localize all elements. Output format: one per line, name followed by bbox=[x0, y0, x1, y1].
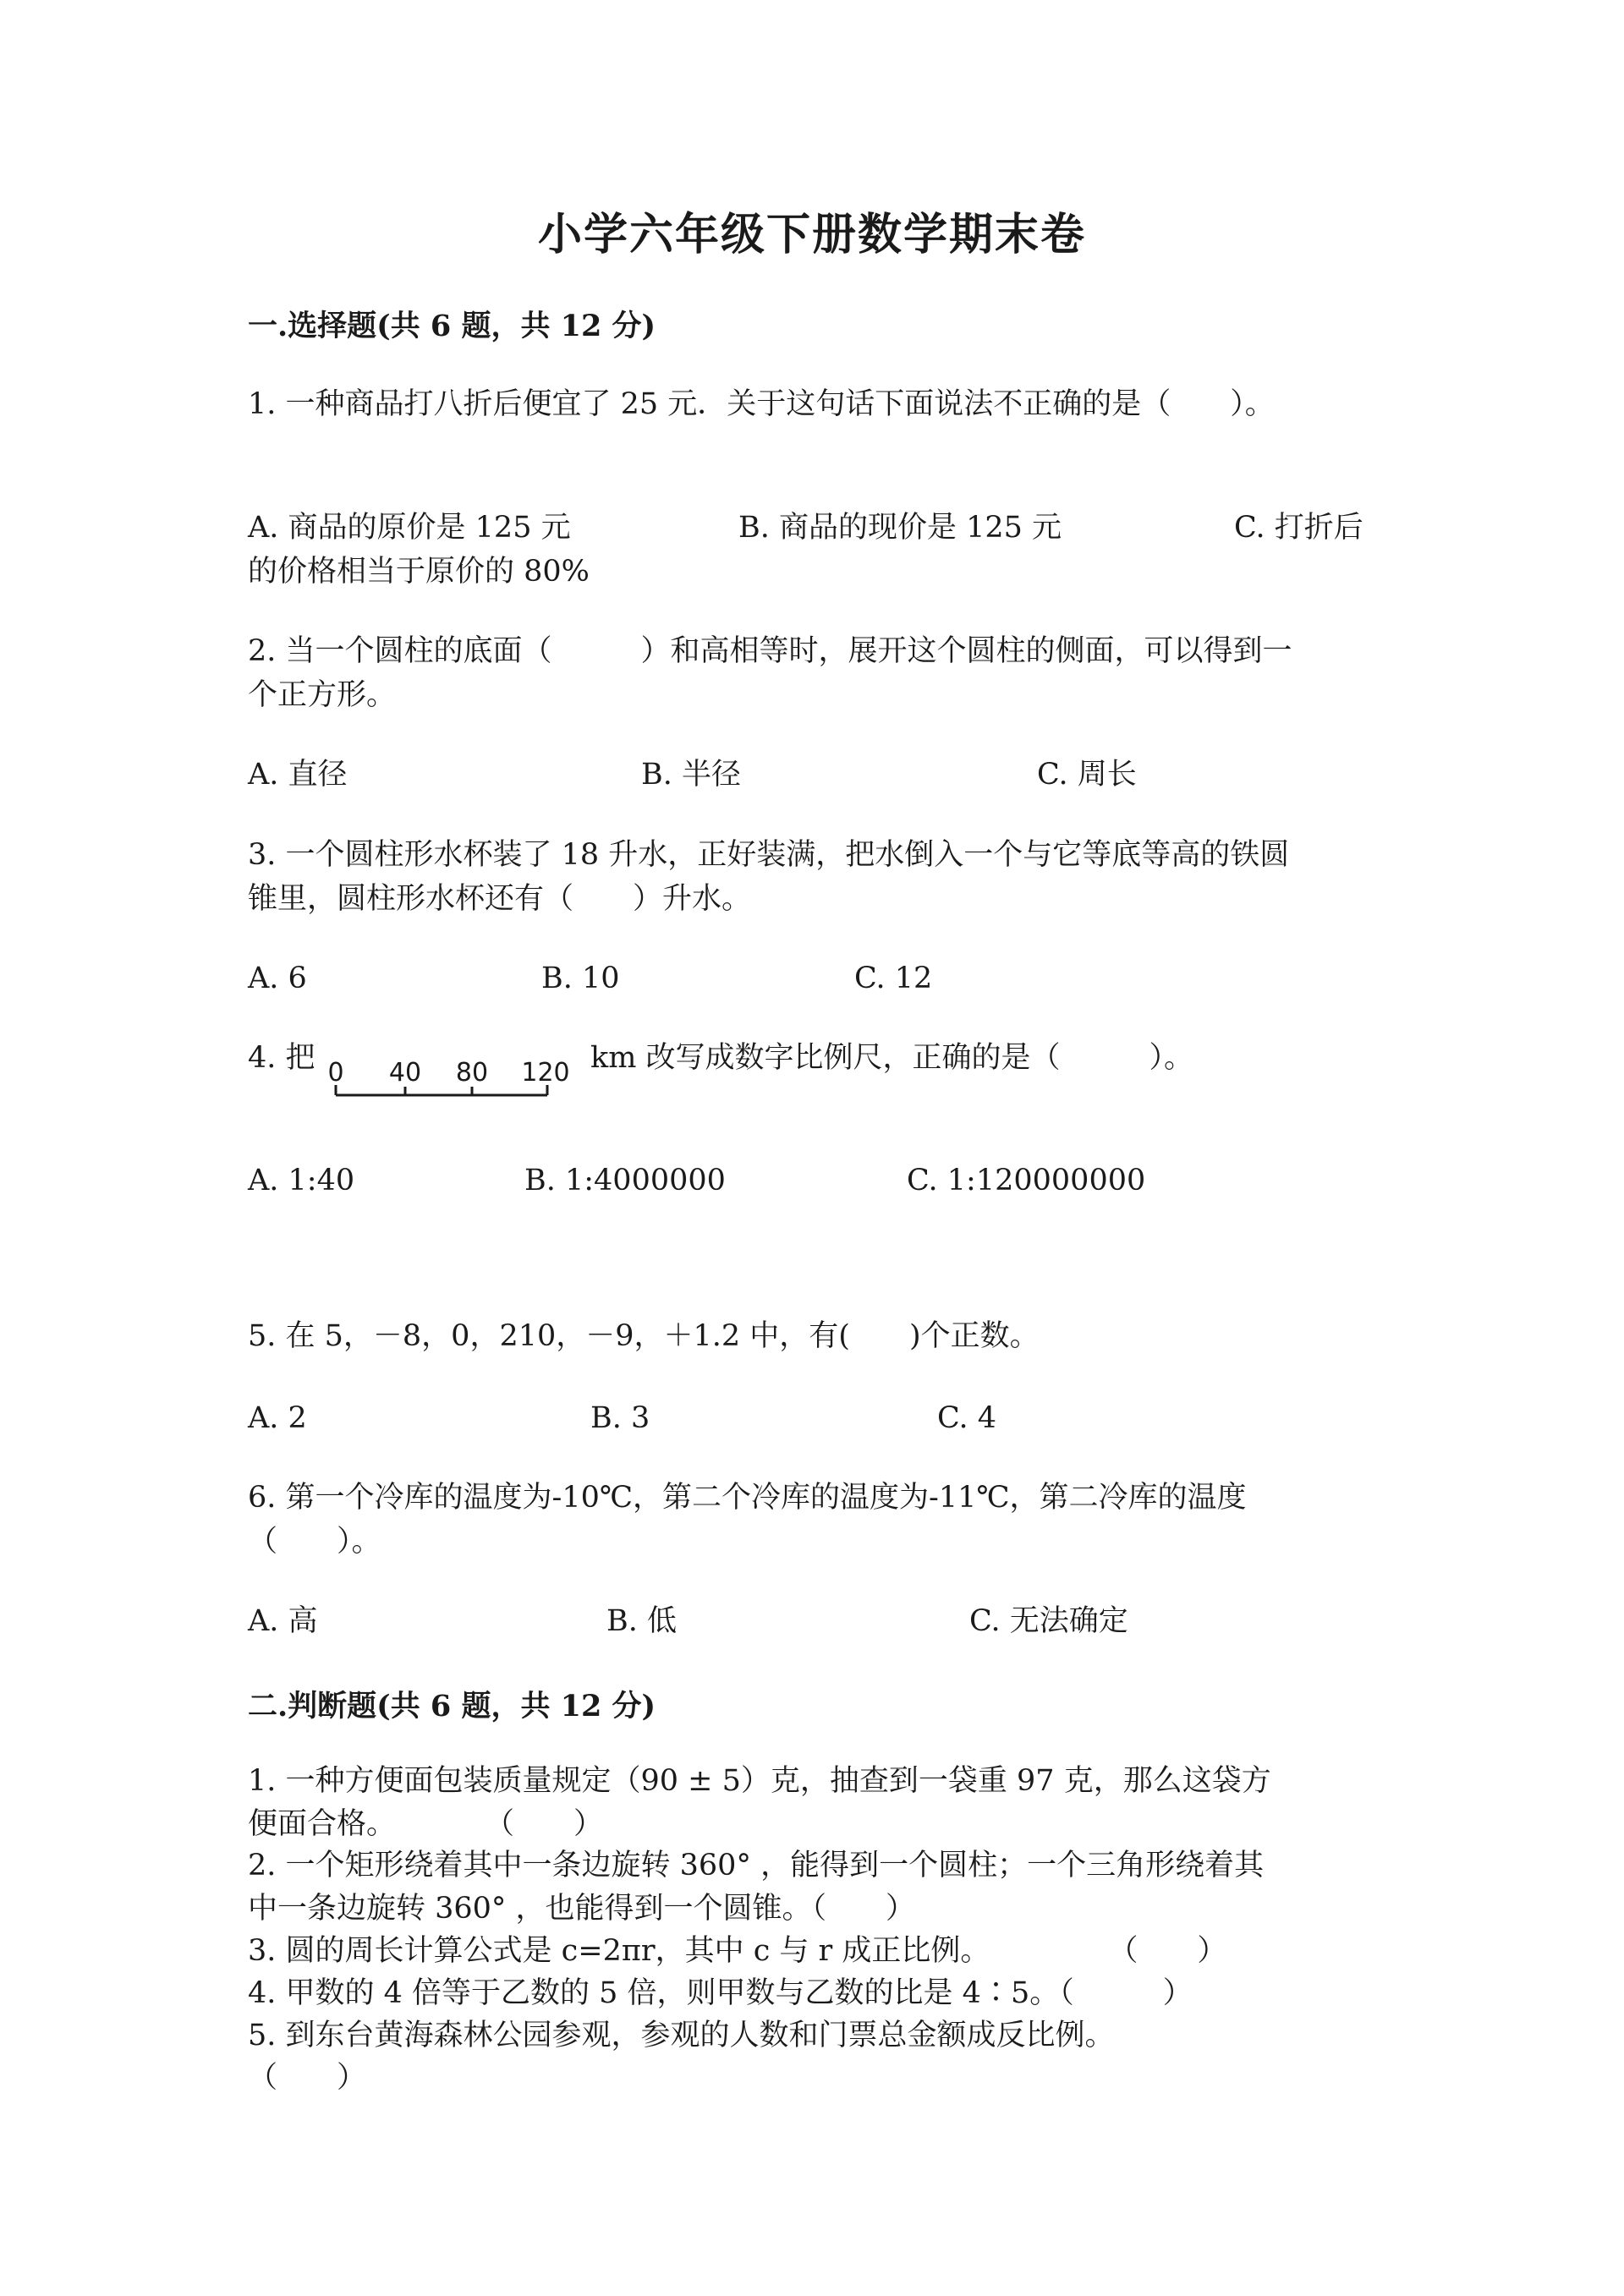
line-scale-figure bbox=[326, 1053, 579, 1115]
judgement-3: 3. 圆的周长计算公式是 c=2πr，其中 c 与 r 成正比例。 （ ） bbox=[248, 1934, 1227, 1968]
question-3-option-b: B. 10 bbox=[541, 962, 620, 995]
judgement-5-line-2: （ ） bbox=[248, 2061, 367, 2095]
section-heading-judgement: 二.判断题(共 6 题，共 12 分) bbox=[248, 1689, 656, 1723]
question-4-option-b: B. 1:4000000 bbox=[524, 1164, 726, 1197]
judgement-1-line-1: 1. 一种方便面包装质量规定（90 ± 5）克，抽查到一袋重 97 克，那么这袋方 bbox=[248, 1764, 1271, 1798]
judgement-2-line-2: 中一条边旋转 360° ，也能得到一个圆锥。（ ） bbox=[248, 1892, 916, 1926]
question-4-option-a: A. 1:40 bbox=[248, 1164, 355, 1197]
question-5-text: 5. 在 5，－8，0，210，－9，＋1.2 中，有( )个正数。 bbox=[248, 1319, 1040, 1353]
question-5-option-c: C. 4 bbox=[937, 1401, 997, 1435]
scale-tick-label: 40 bbox=[388, 1058, 422, 1088]
question-6-option-b: B. 低 bbox=[606, 1604, 677, 1638]
question-4-option-c: C. 1:120000000 bbox=[907, 1164, 1146, 1197]
question-3-line-2: 锥里，圆柱形水杯还有（ ）升水。 bbox=[248, 882, 752, 916]
judgement-2-line-1: 2. 一个矩形绕着其中一条边旋转 360° ，能得到一个圆柱；一个三角形绕着其 bbox=[248, 1849, 1265, 1882]
scale-tick-label: 120 bbox=[521, 1058, 570, 1088]
question-6-line-2: （ ）。 bbox=[248, 1525, 381, 1559]
line-scale-svg bbox=[326, 1053, 579, 1112]
judgement-4: 4. 甲数的 4 倍等于乙数的 5 倍，则甲数与乙数的比是 4∶5。（ ） bbox=[248, 1976, 1193, 2010]
question-3-line-1: 3. 一个圆柱形水杯装了 18 升水，正好装满，把水倒入一个与它等底等高的铁圆 bbox=[248, 838, 1290, 872]
question-6-option-a: A. 高 bbox=[248, 1604, 318, 1638]
question-2-line-1: 2. 当一个圆柱的底面（ ）和高相等时，展开这个圆柱的侧面，可以得到一 bbox=[248, 634, 1292, 668]
question-6-line-1: 6. 第一个冷库的温度为-10℃，第二个冷库的温度为-11℃，第二冷库的温度 bbox=[248, 1481, 1247, 1515]
scale-tick-label: 0 bbox=[327, 1058, 344, 1088]
question-1-text: 1. 一种商品打八折后便宜了 25 元．关于这句话下面说法不正确的是（ ）。 bbox=[248, 387, 1275, 421]
question-2-option-b: B. 半径 bbox=[641, 758, 741, 792]
question-5-option-a: A. 2 bbox=[248, 1401, 307, 1435]
judgement-5-line-1: 5. 到东台黄海森林公园参观，参观的人数和门票总金额成反比例。 bbox=[248, 2019, 1115, 2052]
question-1-option-a: A. 商品的原价是 125 元 bbox=[248, 511, 571, 545]
question-2-option-a: A. 直径 bbox=[248, 758, 348, 792]
page-title: 小学六年级下册数学期末卷 bbox=[537, 209, 1086, 260]
question-3-option-a: A. 6 bbox=[248, 962, 307, 995]
question-2-line-2: 个正方形。 bbox=[248, 678, 397, 712]
section-heading-choice: 一.选择题(共 6 题，共 12 分) bbox=[248, 309, 656, 343]
question-6-option-c: C. 无法确定 bbox=[969, 1604, 1128, 1638]
judgement-1-line-2: 便面合格。 （ ） bbox=[248, 1807, 604, 1841]
question-5-option-b: B. 3 bbox=[590, 1401, 650, 1435]
question-4-suffix: km 改写成数字比例尺，正确的是（ ）。 bbox=[590, 1041, 1194, 1075]
question-3-option-c: C. 12 bbox=[854, 962, 933, 995]
question-1-option-b: B. 商品的现价是 125 元 bbox=[738, 511, 1062, 545]
question-2-option-c: C. 周长 bbox=[1037, 758, 1137, 792]
scale-tick-label: 80 bbox=[455, 1058, 489, 1088]
question-4-prefix: 4. 把 bbox=[248, 1041, 315, 1075]
question-1-option-c: C. 打折后 bbox=[1234, 511, 1363, 545]
question-1-option-c-continued: 的价格相当于原价的 80% bbox=[248, 555, 590, 589]
